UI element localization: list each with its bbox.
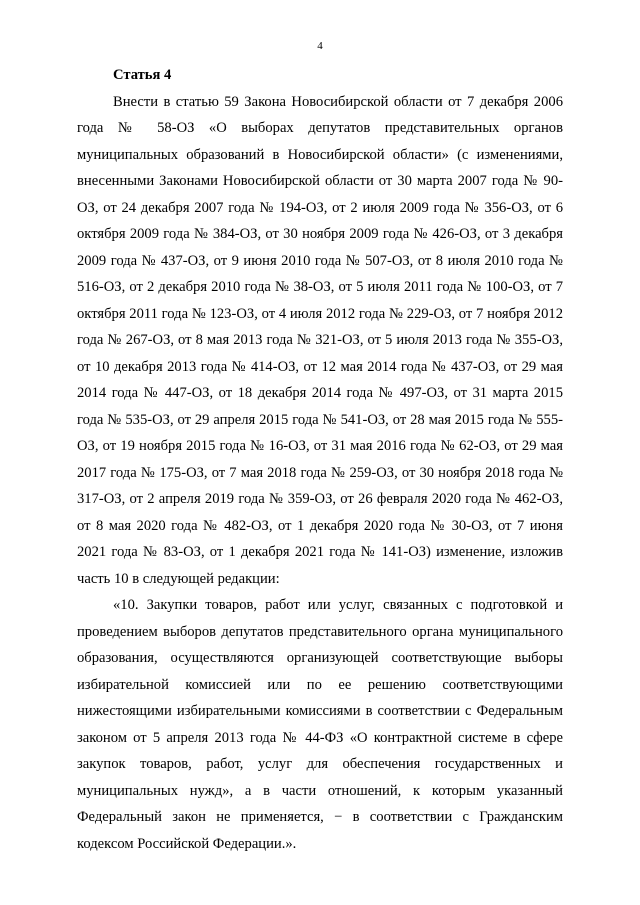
paragraph-part-10-text: «10. Закупки товаров, работ или услуг, связанных с подготовкой и проведением выборов депутатов представительного органа муниципального образования, осуществляются организующей соответствующие выборы избирательной комиссией или по ее решению соответствующими нижестоящими избирательными комиссиями в соответствии с Федеральным законом от 5 апреля 2013 года № 44-ФЗ «О контрактной системе в сфере закупок товаров, работ, услуг для обеспечения государственных и муниципальных нужд», а в части отношений, к которым указанный Федеральный закон не применяется, − в соответствии с Гражданским кодексом Российской Федерации.».: [77, 597, 563, 852]
document-body: [77, 62, 563, 857]
article-title: Статья 4: [113, 67, 172, 83]
page-number: 4: [317, 40, 323, 52]
paragraph-amendment-intro: Внести в статью 59 Закона Новосибирской области от 7 декабря 2006 года № 58-ОЗ «О выборах депутатов представительных органов муниципальных образований в Новосибирской области» (с изменениями, внесенными Законами Новосибирской области от 30 марта 2007 года № 90-ОЗ, от 24 декабря 2007 года № 194-ОЗ, от 2 июля 2009 года № 356-ОЗ, от 6 октября 2009 года № 384-ОЗ, от 30 ноября 2009 года № 426-ОЗ, от 3 декабря 2009 года № 437-ОЗ, от 9 июня 2010 года № 507-ОЗ, от 8 июля 2010 года № 516-ОЗ, от 2 декабря 2010 года № 38-ОЗ, от 5 июля 2011 года № 100-ОЗ, от 7 октября 2011 года № 123-ОЗ, от 4 июля 2012 года № 229-ОЗ, от 7 ноября 2012 года № 267-ОЗ, от 8 мая 2013 года № 321-ОЗ, от 5 июля 2013 года № 355-ОЗ, от 10 декабря 2013 года № 414-ОЗ, от 12 мая 2014 года № 437-ОЗ, от 29 мая 2014 года № 447-ОЗ, от 18 декабря 2014 года № 497-ОЗ, от 31 марта 2015 года № 535-ОЗ, от 29 апреля 2015 года № 541-ОЗ, от 28 мая 2015 года № 555-ОЗ, от 19 ноября 2015 года № 16-ОЗ, от 31 мая 2016 года № 62-ОЗ, от 29 мая 2017 года № 175-ОЗ, от 7 мая 2018 года № 259-ОЗ, от 30 ноября 2018 года № 317-ОЗ, от 2 апреля 2019 года № 359-ОЗ, от 26 февраля 2020 года № 462-ОЗ, от 8 мая 2020 года № 482-ОЗ, от 1 декабря 2020 года № 30-ОЗ, от 7 июня 2021 года № 83-ОЗ, от 1 декабря 2021 года № 141-ОЗ) изменение, изложив часть 10 в следующей редакции:: [77, 93, 563, 587]
